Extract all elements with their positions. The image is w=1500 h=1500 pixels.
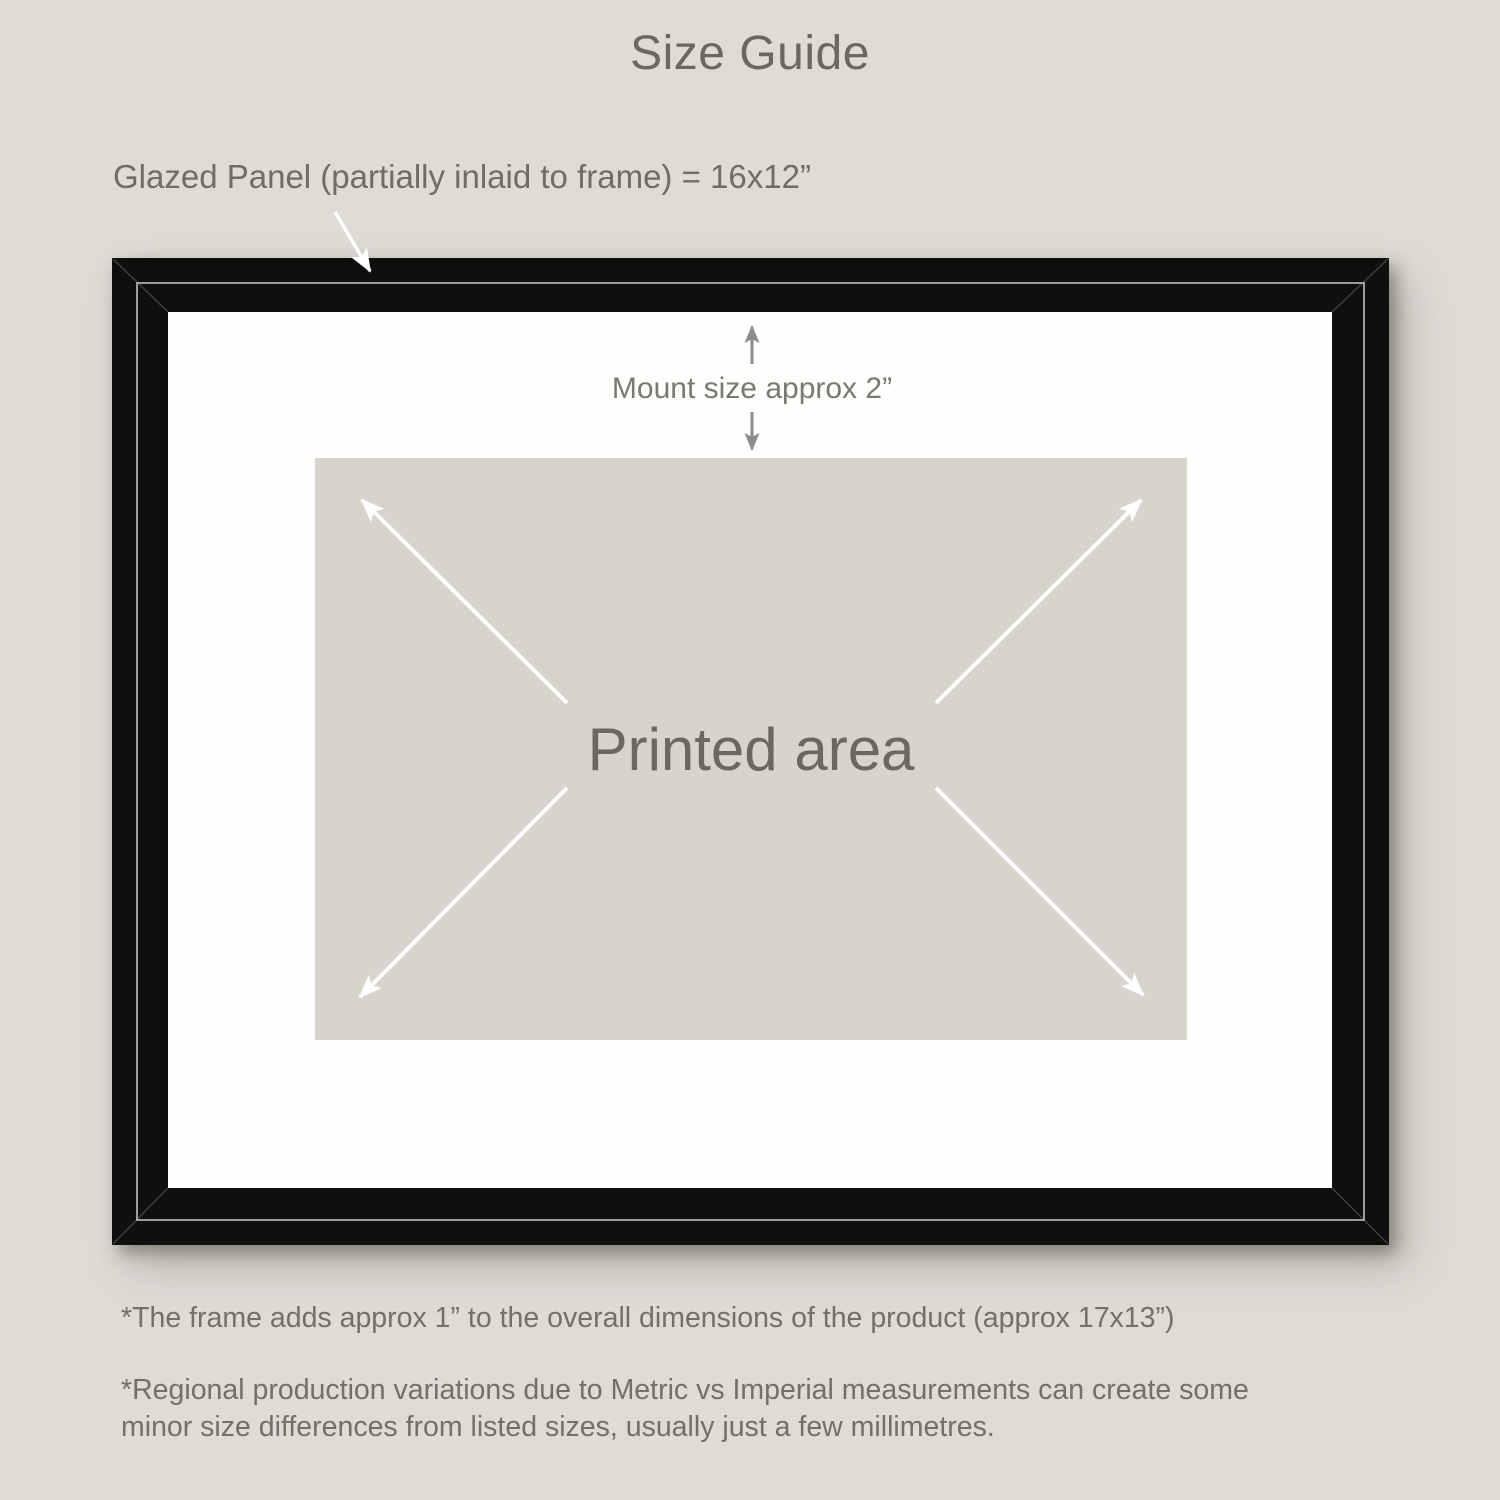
page-title: Size Guide (630, 27, 870, 80)
mount-board (168, 312, 1332, 1188)
picture-frame (112, 258, 1389, 1245)
footnote-frame-dimensions (121, 1300, 1174, 1337)
footnote-line: *Regional production variations due to Metric vs Imperial measurements can create some (121, 1374, 1249, 1406)
glazed-panel-label: Glazed Panel (partially inlaid to frame) = 16x12” (113, 158, 811, 195)
mount-size-label: Mount size approx 2” (611, 372, 893, 405)
footnote-line: *The frame adds approx 1” to the overall dimensions of the product (approx 17x13”) (121, 1302, 1175, 1334)
footnote-regional-variations (121, 1372, 1249, 1446)
printed-area (315, 458, 1187, 1040)
footnote-line: minor size differences from listed sizes, usually just a few millimetres. (121, 1411, 995, 1443)
printed-area-label: Printed area (587, 715, 915, 783)
